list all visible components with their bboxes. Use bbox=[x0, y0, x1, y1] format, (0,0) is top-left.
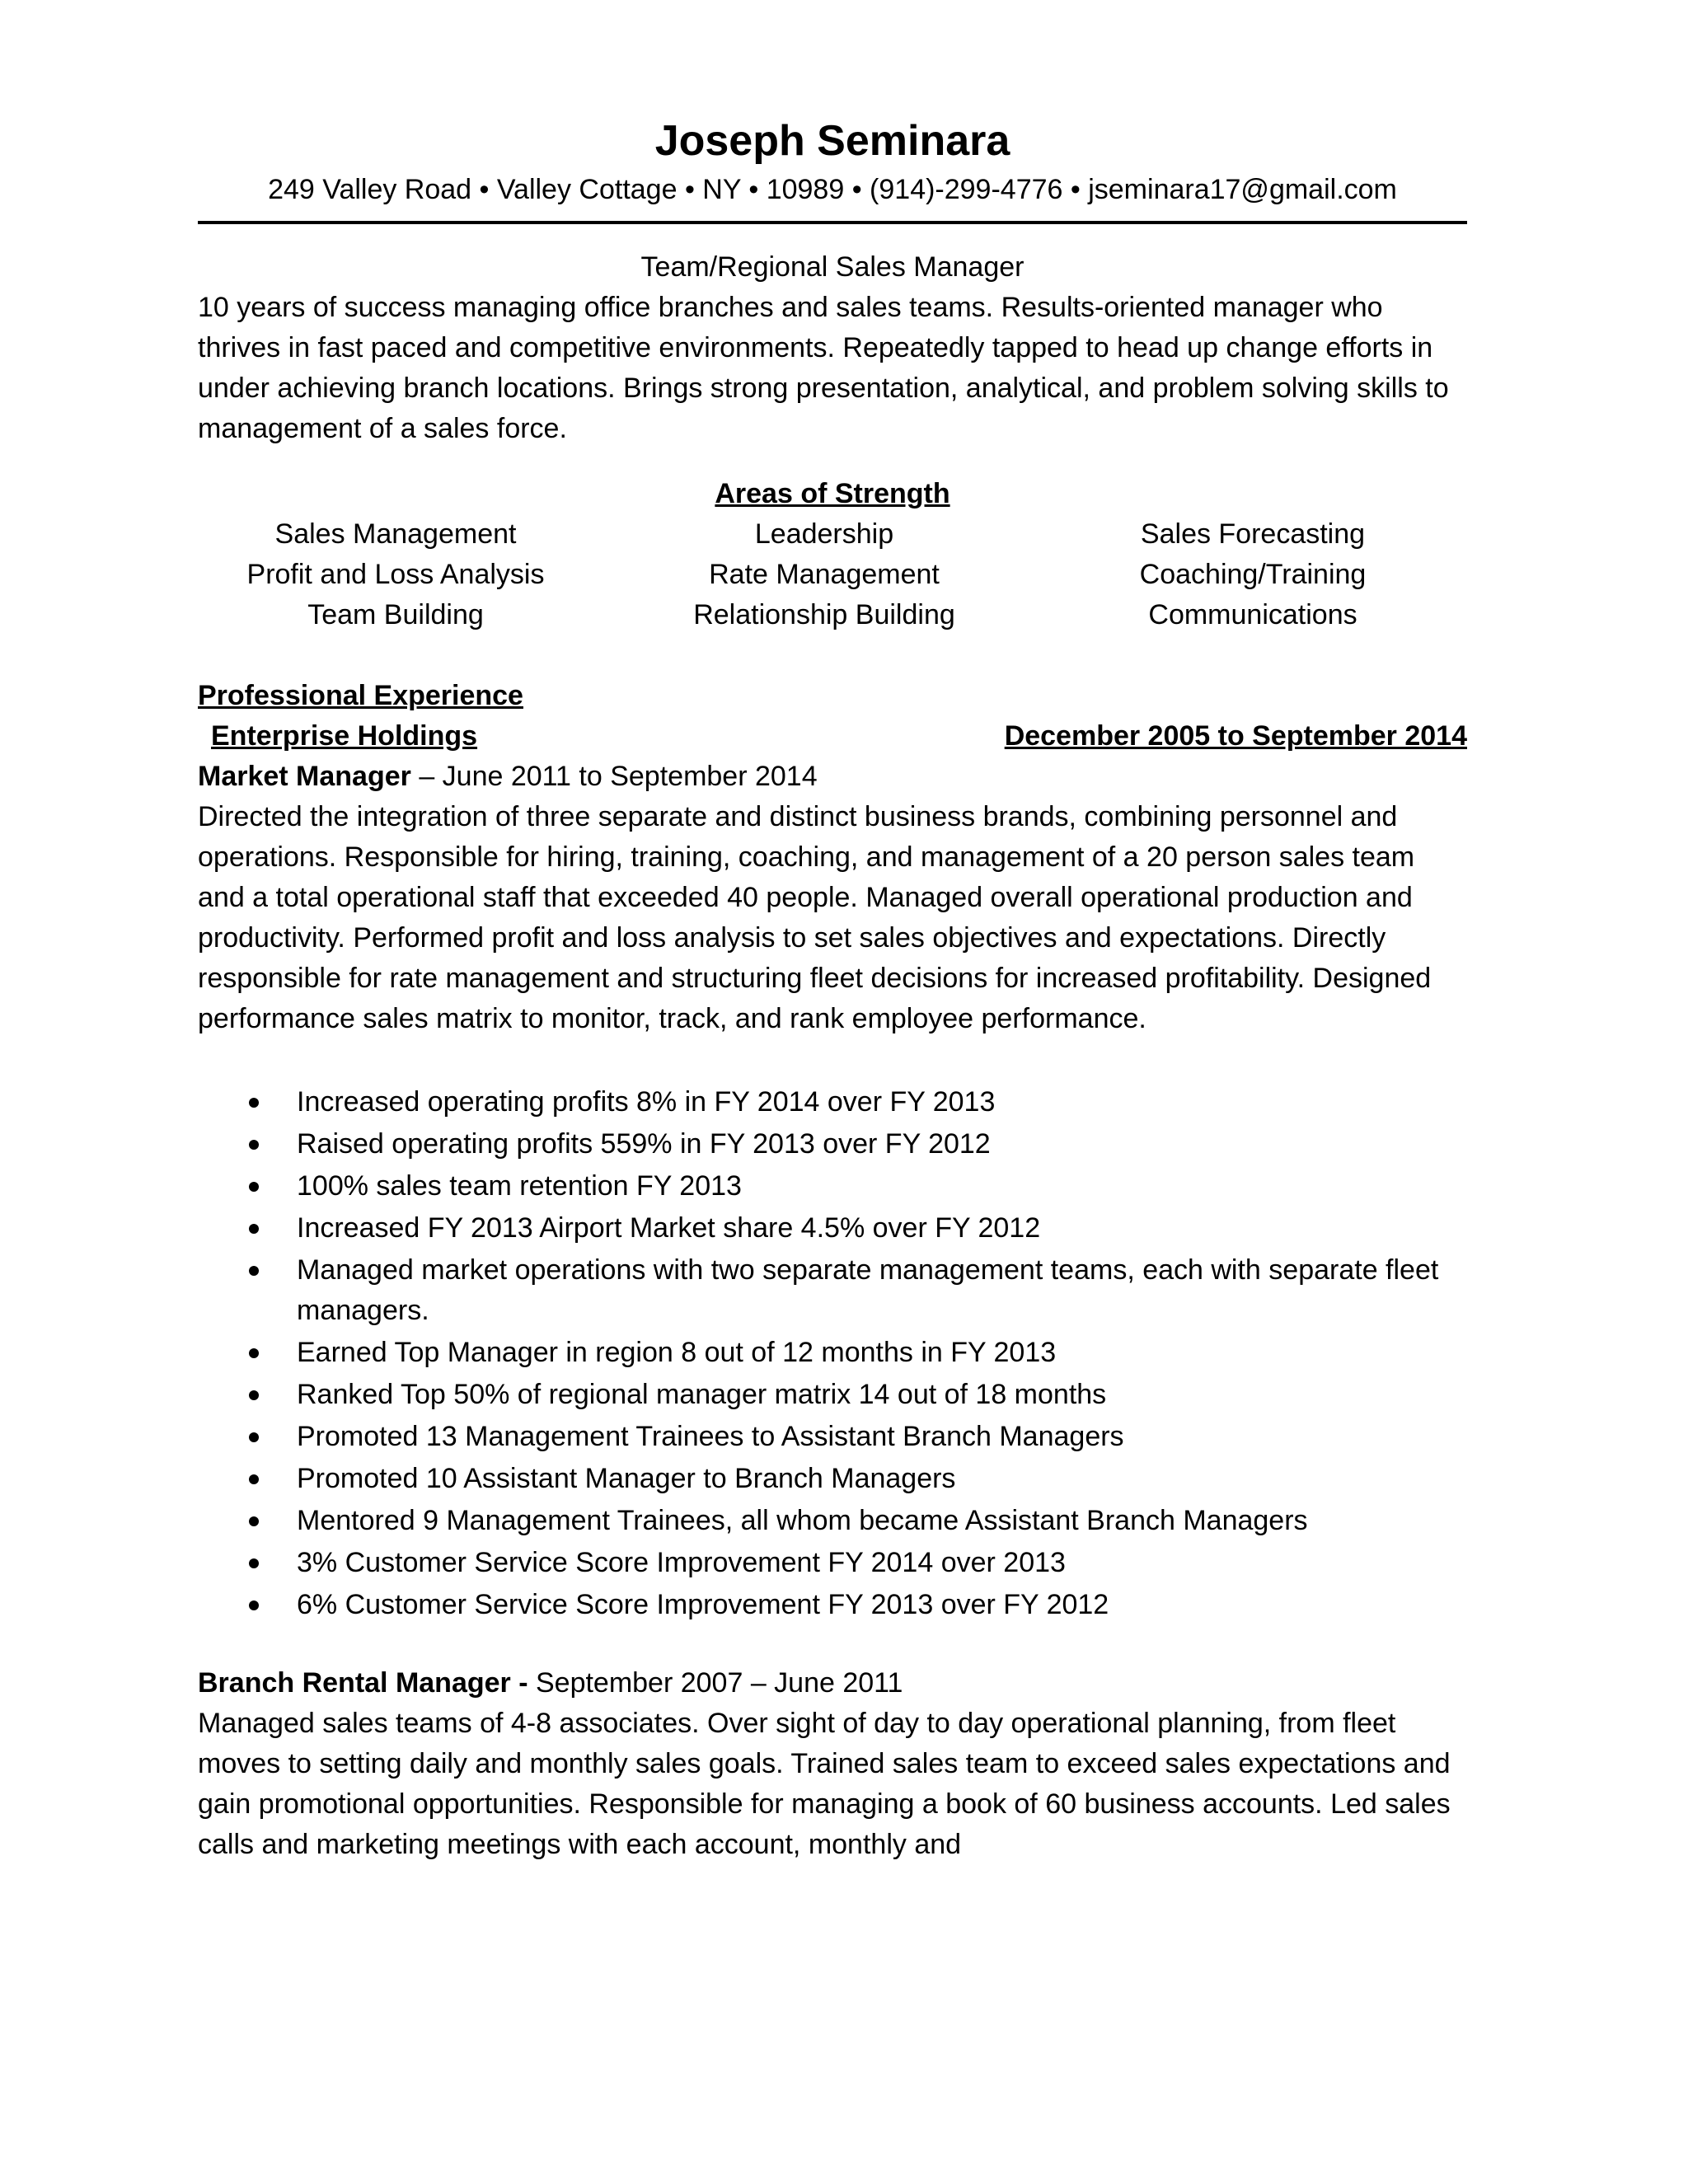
strengths-grid bbox=[181, 514, 1467, 635]
strength-item: Team Building bbox=[307, 599, 484, 630]
list-item bbox=[198, 1459, 1467, 1499]
list-item-text: Mentored 9 Management Trainees, all whom became Assistant Branch Managers bbox=[297, 1505, 1308, 1536]
list-item-text: Promoted 13 Management Trainees to Assistant Branch Managers bbox=[297, 1421, 1124, 1452]
bullet-icon bbox=[249, 1140, 259, 1150]
list-item bbox=[198, 1250, 1467, 1331]
bullet-icon bbox=[249, 1558, 259, 1568]
list-item bbox=[198, 1375, 1467, 1415]
strength-item: Profit and Loss Analysis bbox=[246, 559, 545, 590]
list-item bbox=[198, 1333, 1467, 1373]
bullet-icon bbox=[249, 1224, 259, 1234]
bullet-icon bbox=[249, 1098, 259, 1108]
bullet-icon bbox=[249, 1182, 259, 1192]
bullet-icon bbox=[249, 1601, 259, 1610]
list-item bbox=[198, 1585, 1467, 1625]
list-item bbox=[198, 1417, 1467, 1457]
employer-row bbox=[198, 716, 1467, 757]
list-item-text: 100% sales team retention FY 2013 bbox=[297, 1170, 742, 1202]
bullet-icon bbox=[249, 1348, 259, 1358]
strength-item: Leadership bbox=[754, 518, 894, 550]
list-item bbox=[198, 1124, 1467, 1165]
list-item bbox=[198, 1543, 1467, 1583]
list-item-text: 3% Customer Service Score Improvement FY 2014 over 2013 bbox=[297, 1547, 1066, 1578]
strength-item: Sales Management bbox=[274, 518, 517, 550]
list-item bbox=[198, 1208, 1467, 1249]
role-title: Market Manager bbox=[198, 761, 411, 792]
strength-item: Relationship Building bbox=[693, 599, 955, 630]
list-item bbox=[198, 1501, 1467, 1541]
bullet-icon bbox=[249, 1266, 259, 1276]
bullet-icon bbox=[249, 1516, 259, 1526]
resume-page bbox=[198, 107, 1467, 1865]
strengths-heading: Areas of Strength bbox=[715, 478, 950, 509]
role-description: Managed sales teams of 4-8 associates. Over sight of day to day operational planning, from fleet moves to setting daily and monthly sales goals. Trained sales team to exceed sales expectations and gain promotional opportunities. Responsible for managing a book of 60 business accounts. Led sales calls and marketing meetings with each account, monthly and bbox=[198, 1708, 1451, 1860]
role-dates: – June 2011 to September 2014 bbox=[410, 761, 818, 792]
strength-item: Coaching/Training bbox=[1139, 559, 1367, 590]
list-item-text: Raised operating profits 559% in FY 2013 over FY 2012 bbox=[297, 1128, 991, 1160]
list-item-text: Increased operating profits 8% in FY 2014 over FY 2013 bbox=[297, 1086, 996, 1118]
experience-heading: Professional Experience bbox=[198, 680, 523, 711]
role-header bbox=[198, 757, 1467, 797]
target-title: Team/Regional Sales Manager bbox=[640, 251, 1025, 283]
role-title: Branch Rental Manager - bbox=[198, 1667, 528, 1699]
employer-dates: December 2005 to September 2014 bbox=[1004, 720, 1467, 752]
strength-item: Sales Forecasting bbox=[1140, 518, 1366, 550]
role-header bbox=[198, 1663, 1467, 1704]
bullet-icon bbox=[249, 1474, 259, 1484]
employer-name: Enterprise Holdings bbox=[211, 720, 478, 752]
summary-paragraph: 10 years of success managing office branches and sales teams. Results-oriented manager who thrives in fast paced and competitive environments. Repeatedly tapped to head up change efforts in under achieving branch locations. Brings strong presentation, analytical, and problem solving skills to management of a sales force. bbox=[198, 292, 1449, 444]
bullet-icon bbox=[249, 1390, 259, 1400]
role-dates: September 2007 – June 2011 bbox=[528, 1667, 903, 1699]
list-item-text: Increased FY 2013 Airport Market share 4.5% over FY 2012 bbox=[297, 1212, 1041, 1244]
list-item-text: 6% Customer Service Score Improvement FY 2013 over FY 2012 bbox=[297, 1589, 1109, 1620]
list-item-text: Managed market operations with two separate management teams, each with separate fleet managers. bbox=[297, 1254, 1439, 1326]
strength-item: Rate Management bbox=[709, 559, 940, 590]
list-item bbox=[198, 1166, 1467, 1207]
bullet-icon bbox=[249, 1432, 259, 1442]
candidate-name: Joseph Seminara bbox=[654, 117, 1010, 165]
strength-item: Communications bbox=[1148, 599, 1357, 630]
list-item-text: Earned Top Manager in region 8 out of 12 months in FY 2013 bbox=[297, 1337, 1057, 1368]
list-item bbox=[198, 1082, 1467, 1122]
list-item-text: Promoted 10 Assistant Manager to Branch Managers bbox=[297, 1463, 956, 1494]
role-description: Directed the integration of three separate and distinct business brands, combining personnel and operations. Responsible for hiring, training, coaching, and management of a 20 person sales team and a total operational staff that exceeded 40 people. Managed overall operational production and productivity. Performed profit and loss analysis to set sales objectives and expectations. Directly responsible for rate management and structuring fleet decisions for increased profitability. Designed performance sales matrix to monitor, track, and rank employee performance. bbox=[198, 801, 1432, 1034]
contact-line: 249 Valley Road • Valley Cottage • NY • 10989 • (914)-299-4776 • jseminara17@gmail.com bbox=[198, 171, 1467, 224]
achievements-list bbox=[198, 1082, 1467, 1625]
list-item-text: Ranked Top 50% of regional manager matrix 14 out of 18 months bbox=[297, 1379, 1107, 1410]
